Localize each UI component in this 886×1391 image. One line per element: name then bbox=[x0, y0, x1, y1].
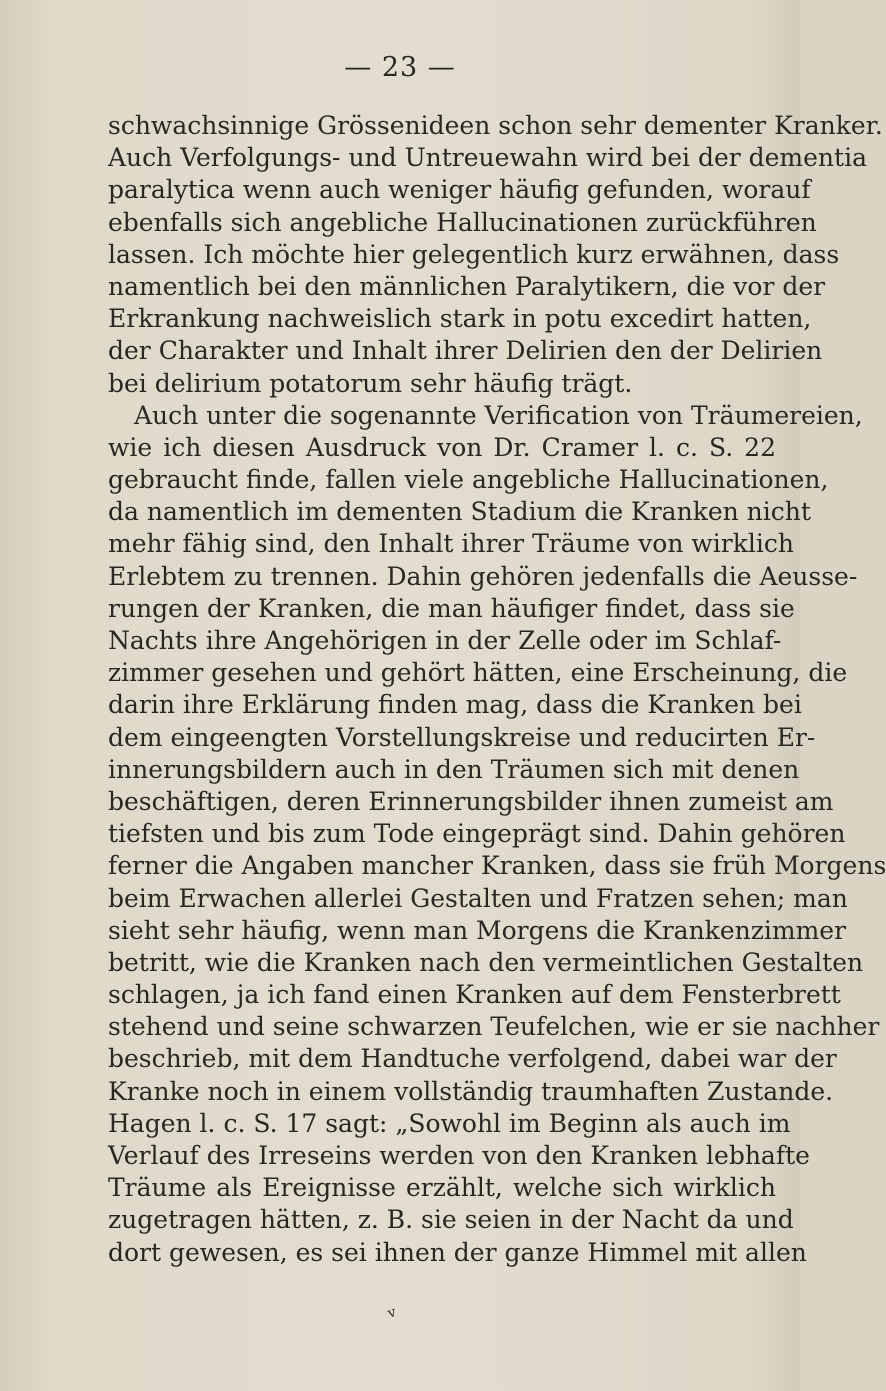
text-line: ebenfalls sich angebliche Hallucinationen zurückführen bbox=[108, 207, 817, 237]
text-line: zimmer gesehen und gehört hätten, eine Erscheinung, die bbox=[108, 658, 848, 688]
text-line: ferner die Angaben mancher Kranken, dass sie früh Morgens bbox=[108, 851, 886, 881]
text-line: beschäftigen, deren Erinnerungsbilder ihnen zumeist am bbox=[108, 786, 834, 816]
text-line: dort gewesen, es sei ihnen der ganze Himmel mit allen bbox=[108, 1237, 807, 1267]
page-number: — 23 — bbox=[344, 52, 456, 83]
text-line: Erkrankung nachweislich stark in potu excedirt hatten, bbox=[108, 304, 812, 334]
text-line: schlagen, ja ich fand einen Kranken auf dem Fensterbrett bbox=[108, 980, 841, 1010]
text-line: paralytica wenn auch weniger häufig gefunden, worauf bbox=[108, 175, 811, 205]
text-line: rungen der Kranken, die man häufiger findet, dass sie bbox=[108, 593, 795, 623]
text-line: lassen. Ich möchte hier gelegentlich kurz erwähnen, dass bbox=[108, 239, 840, 269]
text-line: dem eingeengten Vorstellungskreise und reducirten Er- bbox=[108, 722, 816, 752]
text-line: beim Erwachen allerlei Gestalten und Fratzen sehen; man bbox=[108, 883, 848, 913]
text-line: stehend und seine schwarzen Teufelchen, wie er sie nachher bbox=[108, 1012, 880, 1042]
text-line: schwachsinnige Grössenideen schon sehr dementer Kranker. bbox=[108, 111, 883, 140]
text-line: Verlauf des Irreseins werden von den Kranken lebhafte bbox=[108, 1141, 810, 1170]
text-line: da namentlich im dementen Stadium die Kranken nicht bbox=[108, 497, 811, 527]
text-line: innerungsbildern auch in den Träumen sich mit denen bbox=[108, 754, 800, 784]
text-line: darin ihre Erklärung finden mag, dass die Kranken bei bbox=[108, 690, 802, 720]
body-text bbox=[108, 110, 886, 1269]
text-line: betritt, wie die Kranken nach den vermeintlichen Gestalten bbox=[108, 947, 864, 977]
text-line: Auch Verfolgungs- und Untreuewahn wird bei der dementia bbox=[108, 143, 867, 173]
text-line: der Charakter und Inhalt ihrer Delirien den der Delirien bbox=[108, 336, 823, 366]
text-line: beschrieb, mit dem Handtuche verfolgend, dabei war der bbox=[108, 1044, 837, 1074]
text-line: Erlebtem zu trennen. Dahin gehören jedenfalls die Aeusse- bbox=[108, 561, 858, 591]
text-line: tiefsten und bis zum Tode eingeprägt sind. Dahin gehören bbox=[108, 819, 846, 849]
text-line: Kranke noch in einem vollständig traumhaften Zustande. bbox=[108, 1076, 834, 1106]
text-line: Träume als Ereignisse erzählt, welche sich wirklich bbox=[108, 1173, 776, 1203]
text-line: gebraucht finde, fallen viele angebliche Hallucinationen, bbox=[108, 465, 829, 495]
text-line: Hagen l. c. S. 17 sagt: „Sowohl im Beginn als auch im bbox=[108, 1108, 791, 1138]
text-line: Auch unter die sogenannte Verification von Träumereien, bbox=[134, 400, 863, 430]
text-line: sieht sehr häufig, wenn man Morgens die Krankenzimmer bbox=[108, 915, 847, 945]
text-line: bei delirium potatorum sehr häufig trägt. bbox=[108, 368, 633, 398]
text-line: zugetragen hätten, z. B. sie seien in der Nacht da und bbox=[108, 1205, 794, 1235]
text-line: wie ich diesen Ausdruck von Dr. Cramer l. c. S. 22 bbox=[108, 432, 776, 462]
text-line: namentlich bei den männlichen Paralytikern, die vor der bbox=[108, 271, 826, 301]
text-line: mehr fähig sind, den Inhalt ihrer Träume von wirklich bbox=[108, 529, 794, 559]
catchword-mark: v bbox=[385, 1304, 399, 1322]
text-line: Nachts ihre Angehörigen in der Zelle oder im Schlaf- bbox=[108, 626, 782, 655]
